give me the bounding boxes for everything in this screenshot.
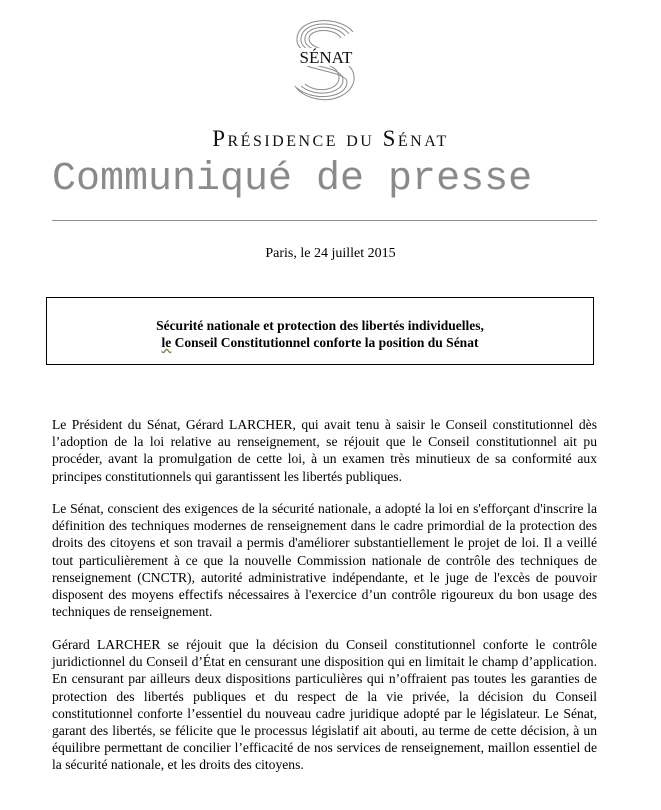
paragraph-2: Le Sénat, conscient des exigences de la sécurité nationale, a adopté la loi en s'efforçant d'inscrire la définition des techniques modernes de renseignement dans le cadre primordial de la protection des droits des citoyens et son travail a permis d'améliorer substantiellement le projet de loi. Il a veillé tout particulièrement à ce que la nouvelle Commission nationale de contrôle des techniques de renseignement (CNCTR), autorité administrative indépendante, et le juge de l'excès de pouvoir disposent des moyens effectifs nécessaires à l'exercice d’un contrôle rigoureux du bon usage des techniques de renseignement. — [52, 501, 597, 620]
paragraph-1: Le Président du Sénat, Gérard LARCHER, qui avait tenu à saisir le Conseil constitutionnel dès l’adoption de la loi relative au renseignement, se réjouit que le Conseil constitutionnel ait pu procéder, avant la promulgation de cette loi, à un examen très minutieux de sa conformité aux principes constitutionnels qui garantissent les libertés publiques. — [52, 417, 597, 484]
senat-logo — [281, 14, 371, 104]
paragraph-3: Gérard LARCHER se réjouit que la décision du Conseil constitutionnel conforte le contrôle juridictionnel du Conseil d’État en censurant une disposition qui en limitait le champ d’application. En censurant par ailleurs deux dispositions particulières qui n’offraient pas toutes les garanties de protection des libertés publiques et du respect de la vie privée, la décision du Conseil constitutionnel conforte l’essentiel du nouveau cadre juridique adopté par le législateur. Le Sénat, garant des libertés, se félicite que le processus législatif ait abouti, au terme de cette décision, à un équilibre permettant de concilier l’efficacité de nos services de renseignement, maillon essentiel de la sécurité nationale, et les droits des citoyens. — [52, 637, 597, 773]
communique-headline: Communiqué de presse — [52, 157, 533, 202]
press-title-line2-prefix: le — [161, 335, 172, 350]
presidence-heading: Présidence du Sénat — [212, 126, 449, 151]
press-title-box — [46, 297, 594, 365]
header-divider — [52, 220, 597, 221]
senat-logo-text: SÉNAT — [299, 48, 353, 67]
press-date: Paris, le 24 juillet 2015 — [265, 246, 396, 261]
senat-logo-mark — [281, 14, 371, 104]
press-title-line2 — [47, 334, 593, 351]
press-title-line1: Sécurité nationale et protection des libertés individuelles, — [156, 318, 484, 333]
press-title-line2-rest: Conseil Constitutionnel conforte la position du Sénat — [171, 335, 479, 350]
